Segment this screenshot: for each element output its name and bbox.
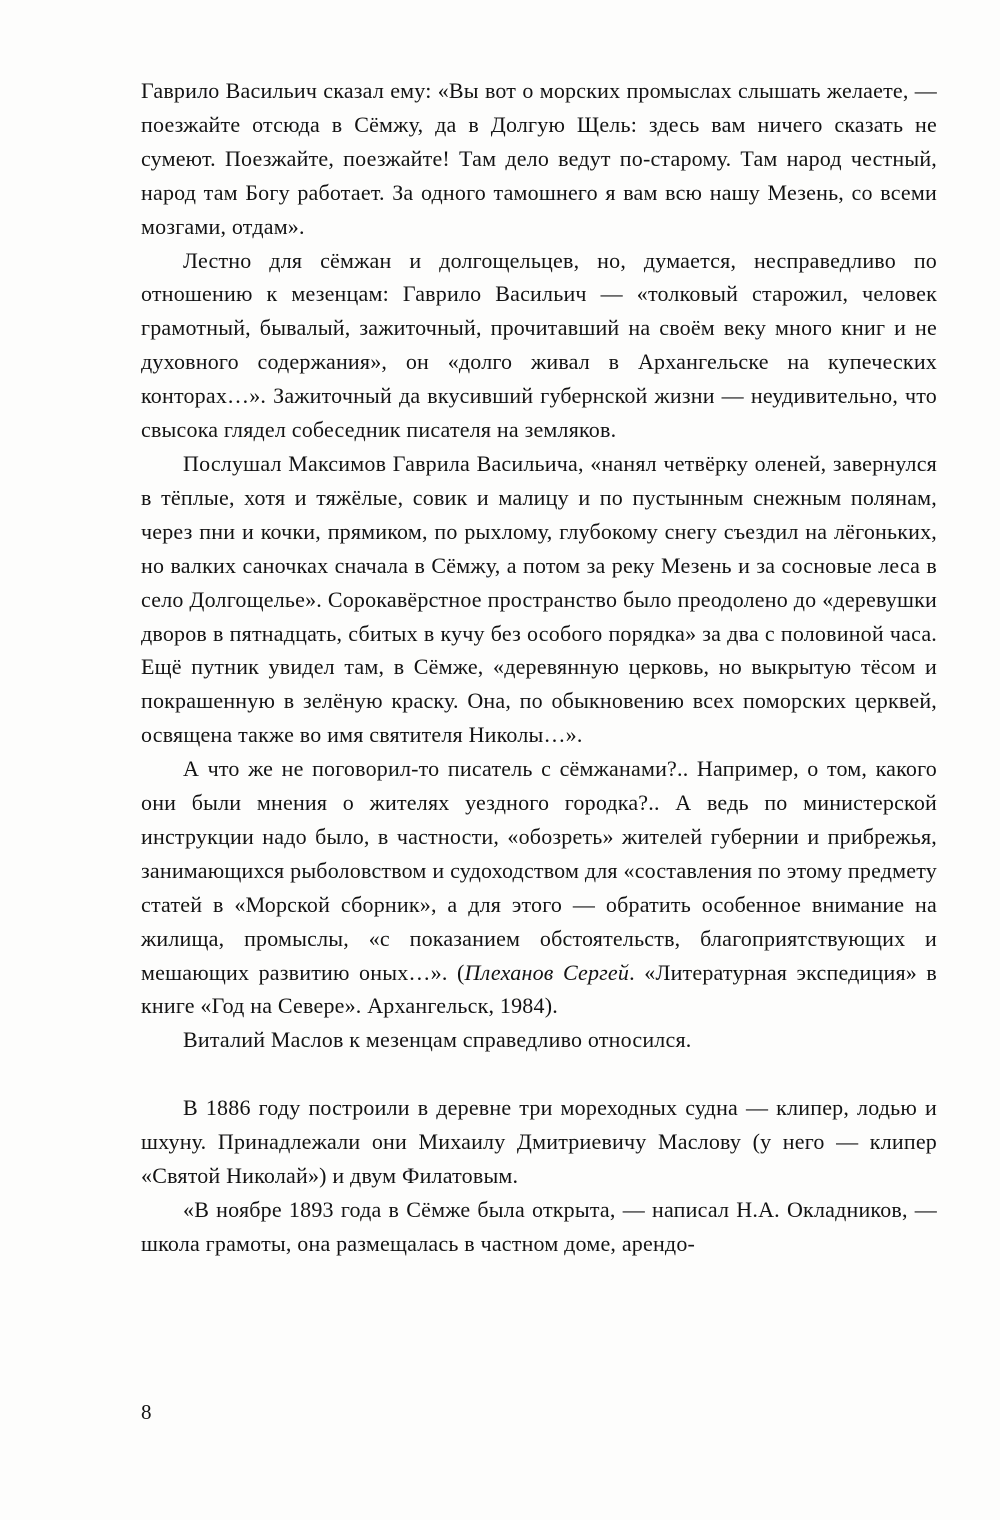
paragraph-4 xyxy=(141,752,937,1023)
paragraph-3: Послушал Максимов Гаврила Васильича, «нанял четвёрку оленей, завернулся в тёплые, хотя и тяжёлые, совик и малицу и по пустынным снежным полянам, через пни и кочки, прямиком, по рыхлому, глубокому снегу съездил на лёгоньких, но валких саночках сначала в Сёмжу, а потом за реку Мезень и за сосновые леса в село Долгощелье». Сорокавёрстное пространство было преодолено до «деревушки дворов в пятнадцать, сбитых в кучу без особого порядка» за два с половиной часа. Ещё путник увидел там, в Сёмже, «деревянную церковь, но выкрытую тёсом и покрашенную в зелёную краску. Она, по обыкновению всех поморских церквей, освящена также во имя святителя Николы…». xyxy=(141,450,937,748)
paragraph-6: В 1886 году построили в деревне три мореходных судна — клипер, лодью и шхуну. Принадлежали они Михаилу Дмитриевичу Маслову (у него — клипер «Святой Николай») и двум Филатовым. xyxy=(141,1095,937,1189)
page-text-block xyxy=(141,74,937,1261)
paragraph-4-text-after: . «Литературная экспедиция» в книге «Год на Севере». Архангельск, 1984). xyxy=(141,959,937,1019)
paragraph-7: «В ноябре 1893 года в Сёмже была открыта, — написал Н.А. Окладников, — школа грамоты, она размещалась в частном доме, арендо- xyxy=(141,1197,937,1256)
paragraph-5: Виталий Маслов к мезенцам справедливо относился. xyxy=(183,1027,692,1053)
paragraph-1: Гаврило Васильич сказал ему: «Вы вот о морских промыслах слышать желаете, — поезжайте отсюда в Сёмжу, да в Долгую Щель: здесь вам ничего сказать не сумеют. Поезжайте, поезжайте! Там дело ведут по-старому. Там народ честный, народ там Богу работает. За одного тамошнего я вам всю нашу Мезень, со всеми мозгами, отдам». xyxy=(141,78,937,239)
page-number: 8 xyxy=(141,1400,152,1424)
paragraph-4-text-before: А что же не поговорил-то писатель с сёмжанами?.. Например, о том, какого они были мнения о жителях уездного городка?.. А ведь по министерской инструкции надо было, в частности, «обозреть» жителей губернии и прибрежья, занимающихся рыболовством и судоходством для «составления по этому предмету статей в «Морской сборник», а для этого — обратить особенное внимание на жилища, промыслы, «с показанием обстоятельств, благоприятствующих и мешающих развитию оных…». ( xyxy=(141,756,937,985)
paragraph-4-citation-author: Плеханов Сергей xyxy=(464,959,630,985)
paragraph-2: Лестно для сёмжан и долгощельцев, но, думается, несправедливо по отношению к мезенцам: Гаврило Васильич — «толковый старожил, человек грамотный, бывалый, зажиточный, прочитавший на своём веку много книг и не духовного содержания», он «долго живал в Архангельске на купеческих конторах…». Зажиточный да вкусивший губернской жизни — неудивительно, что свысока глядел собеседник писателя на земляков. xyxy=(141,247,937,443)
